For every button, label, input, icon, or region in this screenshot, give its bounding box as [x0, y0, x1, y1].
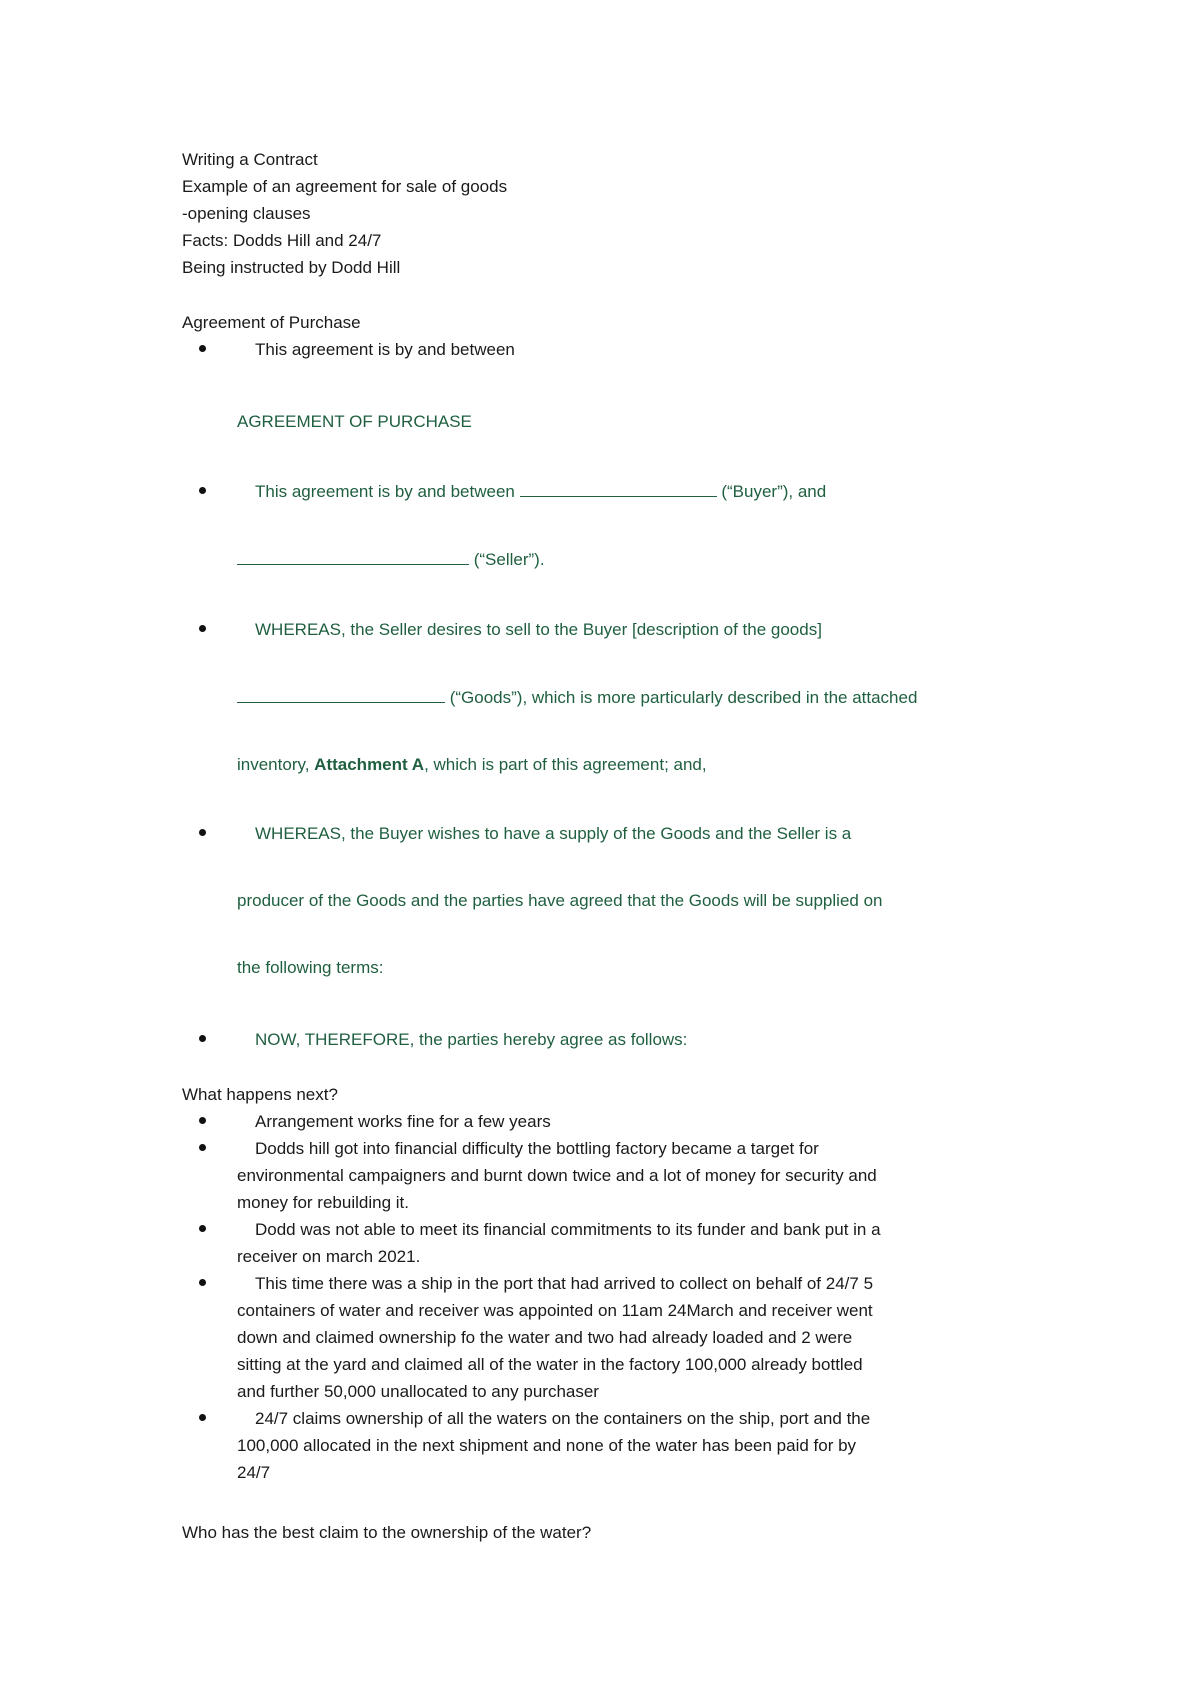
bullet-icon — [199, 1279, 206, 1286]
buyer-blank — [520, 482, 717, 497]
list-item-line: sitting at the yard and claimed all of the water in the factory 100,000 already bottled — [237, 1355, 863, 1374]
seller-clause — [237, 549, 545, 571]
seller-tail: (“Seller”). — [469, 550, 545, 569]
list-item-line: and further 50,000 unallocated to any purchaser — [237, 1382, 599, 1401]
parties-text-b: (“Buyer”), and — [716, 482, 827, 501]
inventory-text-a: inventory, — [237, 755, 315, 774]
intro-bullet-text: This agreement is by and between — [255, 340, 515, 359]
caps-heading: AGREEMENT OF PURCHASE — [237, 412, 472, 431]
list-item-line: containers of water and receiver was appointed on 11am 24March and receiver went — [237, 1301, 873, 1320]
next-heading: What happens next? — [182, 1085, 338, 1104]
whereas2-text-b: producer of the Goods and the parties have agreed that the Goods will be supplied on — [237, 891, 883, 910]
final-question: Who has the best claim to the ownership of the water? — [182, 1523, 592, 1542]
bullet-icon — [199, 1035, 206, 1042]
section-label: -opening clauses — [182, 204, 311, 223]
parties-text-a: This agreement is by and between — [255, 482, 515, 501]
parties-clause — [255, 481, 826, 503]
whereas2-text-a: WHEREAS, the Buyer wishes to have a supply of the Goods and the Seller is a — [255, 824, 852, 843]
list-item-line: money for rebuilding it. — [237, 1193, 409, 1212]
list-item-line: Dodd was not able to meet its financial commitments to its funder and bank put in a — [255, 1220, 881, 1239]
list-item-line: down and claimed ownership fo the water and two had already loaded and 2 were — [237, 1328, 853, 1347]
list-item-line: receiver on march 2021. — [237, 1247, 421, 1266]
bullet-icon — [199, 345, 206, 352]
document-title: Writing a Contract — [182, 150, 318, 169]
whereas1-text: WHEREAS, the Seller desires to sell to the Buyer [description of the goods] — [255, 620, 822, 639]
bullet-icon — [199, 1414, 206, 1421]
bullet-icon — [199, 1225, 206, 1232]
document-subtitle: Example of an agreement for sale of goods — [182, 177, 508, 196]
bullet-icon — [199, 487, 206, 494]
bullet-icon — [199, 829, 206, 836]
list-item-line: Arrangement works fine for a few years — [255, 1112, 551, 1131]
list-item-line: environmental campaigners and burnt down twice and a lot of money for security and — [237, 1166, 877, 1185]
agreement-heading: Agreement of Purchase — [182, 313, 361, 332]
instructed-line: Being instructed by Dodd Hill — [182, 258, 401, 277]
list-item-line: 100,000 allocated in the next shipment and none of the water has been paid for by — [237, 1436, 857, 1455]
goods-clause — [237, 687, 917, 709]
inventory-line — [237, 754, 707, 776]
goods-blank — [237, 688, 445, 703]
list-item-line: 24/7 claims ownership of all the waters on the containers on the ship, port and the — [255, 1409, 871, 1428]
list-item-line: Dodds hill got into financial difficulty the bottling factory became a target for — [255, 1139, 819, 1158]
seller-blank — [237, 550, 469, 565]
bullet-icon — [199, 1144, 206, 1151]
bullet-icon — [199, 625, 206, 632]
goods-tail: (“Goods”), which is more particularly described in the attached — [445, 688, 918, 707]
facts-line: Facts: Dodds Hill and 24/7 — [182, 231, 382, 250]
bullet-icon — [199, 1117, 206, 1124]
now-therefore-text: NOW, THEREFORE, the parties hereby agree as follows: — [255, 1030, 688, 1049]
list-item-line: 24/7 — [237, 1463, 271, 1482]
inventory-text-b: , which is part of this agreement; and, — [424, 755, 707, 774]
list-item-line: This time there was a ship in the port that had arrived to collect on behalf of 24/7 5 — [255, 1274, 874, 1293]
whereas2-text-c: the following terms: — [237, 958, 384, 977]
attachment-a-bold: Attachment A — [314, 755, 425, 774]
